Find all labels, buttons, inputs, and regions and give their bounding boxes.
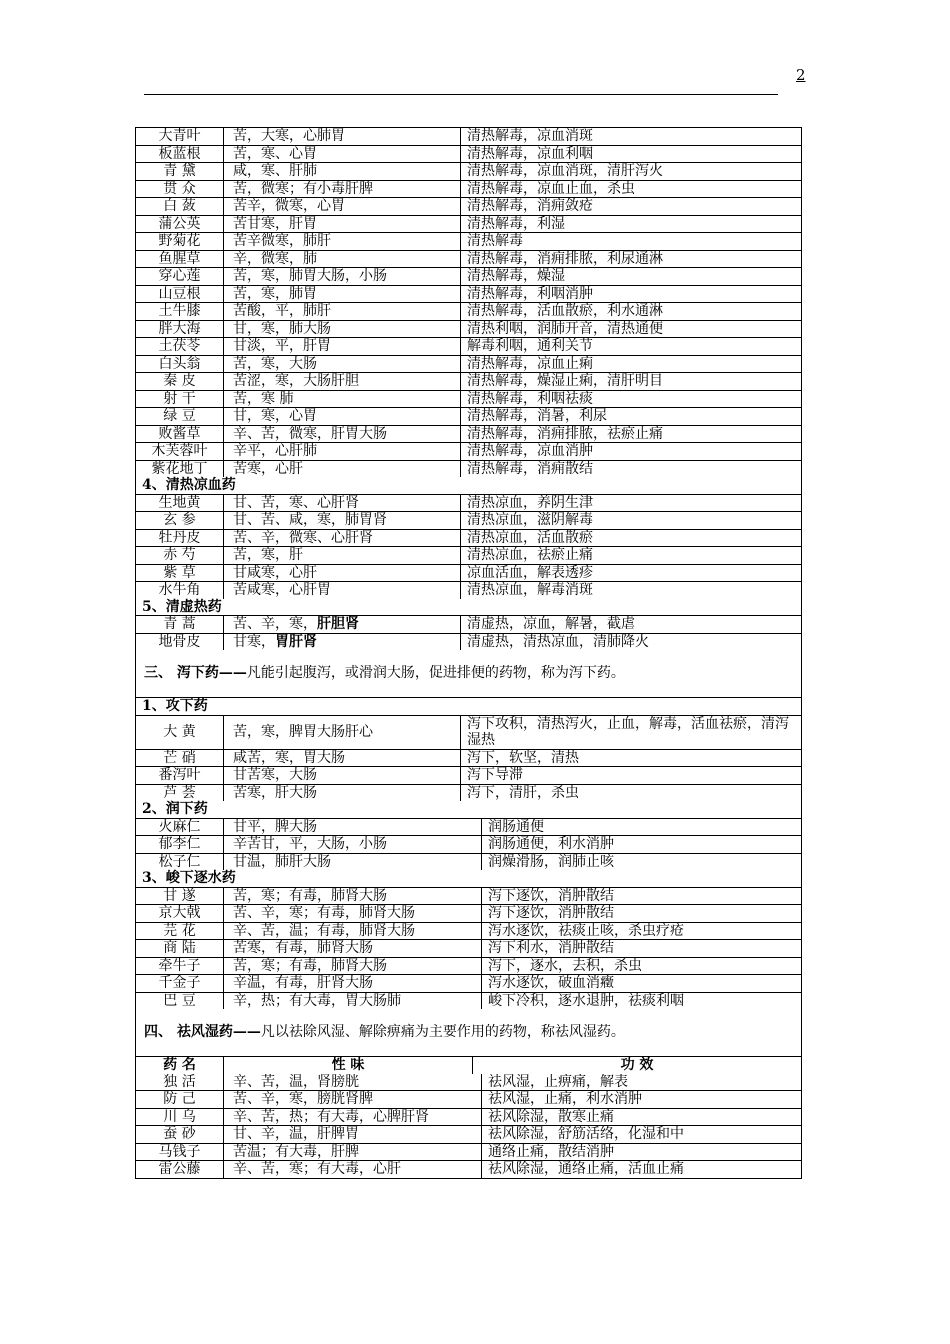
- herb-function: 清热解毒，消痈敛疮: [467, 198, 593, 214]
- herb-property: 甘，寒，肺大肠: [224, 321, 461, 338]
- herb-function: 泻下，软坚，清热: [467, 749, 579, 766]
- column-header-name: 药 名: [136, 1057, 224, 1074]
- herb-function: 祛风除湿，散寒止痛: [488, 1108, 614, 1125]
- table-row: [136, 634, 801, 651]
- section-4-text: 凡以祛除风湿、解除痹痛为主要作用的药物，称祛风湿药。: [260, 1024, 625, 1040]
- herb-property: 辛、苦，热；有大毒，心脾肝肾: [224, 1109, 482, 1126]
- table-row: [136, 443, 801, 461]
- herb-name: 水牛角: [136, 582, 224, 599]
- herb-name: 巴 豆: [136, 993, 224, 1010]
- herb-property: 甘咸寒，心肝: [224, 565, 461, 582]
- table-row: [136, 181, 801, 199]
- table-row: [136, 303, 801, 321]
- herb-name: 商 陆: [136, 940, 224, 957]
- herb-function: 清热解毒，利湿: [467, 215, 565, 232]
- herb-function: 清虚热，凉血，解暑，截虐: [467, 616, 635, 632]
- table-row: [136, 321, 801, 339]
- herb-property: 苦，寒，肝: [224, 547, 461, 564]
- herb-property: 苦、辛，微寒、心肝肾: [224, 530, 461, 547]
- herb-property: 苦辛微寒，肺肝: [224, 233, 461, 250]
- purgative-group: [136, 716, 801, 802]
- table-row: [136, 958, 801, 976]
- herb-name: 板蓝根: [136, 146, 224, 163]
- herb-name: 大 黄: [136, 716, 224, 749]
- table-row: [136, 426, 801, 444]
- herb-function: 泻下利水，消肿散结: [488, 940, 614, 956]
- table-row: [136, 1109, 801, 1127]
- herb-name: 白 蔹: [136, 198, 224, 215]
- table-row: [136, 1161, 801, 1178]
- herb-name: 大青叶: [136, 128, 224, 145]
- herb-function: 清热解毒，凉血利咽: [467, 145, 593, 162]
- heat-clearing-detox-group: [136, 128, 801, 477]
- herb-function: 泻下，清肝，杀虫: [467, 784, 579, 801]
- table-row: [136, 819, 801, 837]
- herb-property: 苦涩，寒，大肠肝胆: [224, 373, 461, 390]
- herb-name: 牡丹皮: [136, 530, 224, 547]
- herb-name: 青 蒿: [136, 616, 224, 633]
- herb-function: 峻下冷积，逐水退肿，祛痰利咽: [488, 992, 684, 1009]
- herb-function: 祛风湿，止痹痛，解表: [488, 1073, 628, 1090]
- herb-name: 芒 硝: [136, 750, 224, 767]
- table-row: [136, 565, 801, 583]
- table-row: [136, 146, 801, 164]
- section-heading-3-1: 1、攻下药: [136, 698, 801, 716]
- herb-property: 辛平，心肝肺: [224, 443, 461, 460]
- wind-damp-group: [136, 1074, 801, 1178]
- herb-name: 生地黄: [136, 495, 224, 512]
- herb-name: 千金子: [136, 975, 224, 992]
- herb-property: 苦、辛，寒，膀胱肾脾: [224, 1091, 482, 1108]
- herb-name: 松子仁: [136, 854, 224, 871]
- herb-function: 清热利咽，润肺开音，清热通便: [467, 320, 663, 337]
- lubricant-group: [136, 819, 801, 871]
- herb-property: 辛温，有毒，肝肾大肠: [224, 975, 482, 992]
- herb-property: 甘、苦、咸，寒，肺胃肾: [224, 512, 461, 529]
- herb-name: 鱼腥草: [136, 251, 224, 268]
- herb-property: 苦辛，微寒，心胃: [224, 198, 461, 215]
- section-heading-3-3: 3、峻下逐水药: [136, 870, 801, 888]
- herb-function: 泻水逐饮，破血消癥: [488, 975, 614, 991]
- section-3-title: 三、 泻下药——: [144, 665, 247, 681]
- herb-property: 甘平，脾大肠: [224, 819, 482, 836]
- herb-property: 甘苦寒，大肠: [224, 767, 461, 784]
- herb-function: 清热解毒，凉血止血，杀虫: [467, 180, 635, 197]
- table-row: [136, 923, 801, 941]
- herb-table: [135, 127, 802, 1179]
- table-row: [136, 993, 801, 1010]
- table-row: [136, 198, 801, 216]
- herb-function: 解毒利咽，通利关节: [467, 338, 593, 354]
- herb-property: 甘，寒，心胃: [224, 408, 461, 425]
- table-row: [136, 888, 801, 906]
- table-row: [136, 163, 801, 181]
- table-row: [136, 216, 801, 234]
- herb-property: 咸苦，寒，胃大肠: [224, 750, 461, 767]
- herb-function: 通络止痛，散结消肿: [488, 1143, 614, 1160]
- table-row: [136, 854, 801, 871]
- section-heading-4: 4、清热凉血药: [136, 477, 801, 495]
- herb-property: 苦，寒；有毒，肺肾大肠: [224, 958, 482, 975]
- herb-name: 贯 众: [136, 181, 224, 198]
- herb-name: 蒲公英: [136, 216, 224, 233]
- table-row: [136, 836, 801, 854]
- herb-function: 祛风湿，止痛，利水消肿: [488, 1091, 642, 1107]
- herb-name: 马钱子: [136, 1144, 224, 1161]
- herb-name: 紫花地丁: [136, 461, 224, 478]
- table-row: [136, 373, 801, 391]
- herb-name: 玄 参: [136, 512, 224, 529]
- herb-property: 苦，寒，大肠: [224, 356, 461, 373]
- herb-name: 野菊花: [136, 233, 224, 250]
- column-header-row: [136, 1057, 801, 1074]
- herb-function: 清热解毒，燥湿止痢，清肝明目: [467, 373, 663, 389]
- herb-name: 胖大海: [136, 321, 224, 338]
- herb-name: 土茯苓: [136, 338, 224, 355]
- herb-property: 辛，微寒，肺: [224, 251, 461, 268]
- herb-name: 穿心莲: [136, 268, 224, 285]
- herb-function: 清热解毒，凉血消肿: [467, 443, 593, 459]
- herb-property: 苦，微寒；有小毒肝脾: [224, 181, 461, 198]
- herb-name: 芦 荟: [136, 785, 224, 802]
- herb-name: 青 黛: [136, 163, 224, 180]
- herb-name: 败酱草: [136, 426, 224, 443]
- section-3-intro: [136, 650, 801, 698]
- table-row: [136, 530, 801, 548]
- herb-property: 苦寒，肝大肠: [224, 785, 461, 802]
- table-row: [136, 975, 801, 993]
- herb-function: 祛风除湿，通络止痛，活血止痛: [488, 1161, 684, 1177]
- table-row: [136, 356, 801, 374]
- column-header-property: 性 味: [224, 1057, 473, 1074]
- herb-function: 清热解毒，消痈排脓，祛瘀止痛: [467, 425, 663, 442]
- herb-name: 芫 花: [136, 923, 224, 940]
- herb-property: [224, 616, 461, 633]
- herb-property-text: 苦、辛，寒，: [233, 616, 317, 632]
- herb-function: 祛风除湿，舒筋活络，化湿和中: [488, 1126, 684, 1142]
- table-row: [136, 268, 801, 286]
- herb-function: 润燥滑肠，润肺止咳: [488, 853, 614, 870]
- herb-function: 清热凉血，滋阴解毒: [467, 512, 593, 528]
- herb-property: 辛、苦，温，肾膀胱: [224, 1074, 482, 1091]
- table-row: [136, 1144, 801, 1162]
- herb-function: 泻水逐饮，祛痰止咳，杀虫疗疮: [488, 922, 684, 939]
- table-row-dahuang: [136, 716, 801, 750]
- herb-property: 苦，寒 肺: [224, 391, 461, 408]
- table-row: [136, 905, 801, 923]
- herb-function: 清热解毒: [467, 233, 523, 249]
- table-row: [136, 750, 801, 768]
- table-row: [136, 785, 801, 802]
- herb-name: 地骨皮: [136, 634, 224, 651]
- herb-property: 苦，寒，肺胃大肠，小肠: [224, 268, 461, 285]
- herb-meridian-bold: 肝胆肾: [317, 616, 359, 632]
- herb-property: 甘温，肺肝大肠: [224, 854, 482, 871]
- column-header-function: 功 效: [620, 1057, 654, 1073]
- herb-function: 清热凉血，养阴生津: [467, 494, 593, 511]
- herb-name: 紫 草: [136, 565, 224, 582]
- herb-name: 川 乌: [136, 1109, 224, 1126]
- herb-name: 土牛膝: [136, 303, 224, 320]
- herb-name: 木芙蓉叶: [136, 443, 224, 460]
- herb-property: [224, 634, 461, 651]
- herb-property: 甘淡，平，肝胃: [224, 338, 461, 355]
- section-3-text: 凡能引起腹泻，或滑润大肠，促进排便的药物，称为泻下药。: [246, 665, 625, 681]
- herb-property: 苦、辛，寒；有毒，肺肾大肠: [224, 905, 482, 922]
- table-row: [136, 251, 801, 269]
- herb-name: 蚕 砂: [136, 1126, 224, 1143]
- herb-function: 凉血活血，解表透疹: [467, 564, 593, 581]
- herb-property: 苦，寒；有毒，肺肾大肠: [224, 888, 482, 905]
- header-rule: [144, 94, 778, 95]
- table-row: [136, 391, 801, 409]
- herb-name: 火麻仁: [136, 819, 224, 836]
- herb-property: 苦酸，平，肺肝: [224, 303, 461, 320]
- herb-name: 射 干: [136, 391, 224, 408]
- herb-name: 独 活: [136, 1074, 224, 1091]
- table-row: [136, 1091, 801, 1109]
- herb-function: 清热解毒，凉血消斑，清肝泻火: [467, 163, 663, 179]
- herb-function: 泻下逐饮，消肿散结: [488, 905, 614, 921]
- herb-name: 绿 豆: [136, 408, 224, 425]
- table-row: [136, 547, 801, 565]
- herb-name: 甘 遂: [136, 888, 224, 905]
- herb-property-text: 甘寒，: [233, 633, 275, 650]
- herb-function: 清热凉血，祛瘀止痛: [467, 547, 593, 563]
- herb-property: 辛，热；有大毒，胃大肠肺: [224, 993, 482, 1010]
- herb-name: 京大戟: [136, 905, 224, 922]
- table-row: [136, 1126, 801, 1144]
- herb-function: 清热解毒，活血散瘀，利水通淋: [467, 303, 663, 319]
- table-row: [136, 338, 801, 356]
- herb-property: 甘、苦，寒、心肝肾: [224, 495, 461, 512]
- herb-function: 泻下逐饮，消肿散结: [488, 887, 614, 904]
- herb-property: 辛、苦，微寒，肝胃大肠: [224, 426, 461, 443]
- herb-name: 赤 芍: [136, 547, 224, 564]
- herb-name: 雷公藤: [136, 1161, 224, 1178]
- herb-function: 清热解毒，消暑，利尿: [467, 408, 607, 424]
- cooling-blood-group: [136, 495, 801, 599]
- herb-property: 苦，寒、心胃: [224, 146, 461, 163]
- drastic-water-group: [136, 888, 801, 1010]
- herb-property: 辛、苦，温；有毒，肺肾大肠: [224, 923, 482, 940]
- herb-function: 清热凉血，解毒消斑: [467, 582, 593, 598]
- herb-function: 润肠通便: [488, 818, 544, 835]
- herb-name: 郁李仁: [136, 836, 224, 853]
- section-heading-3-2: 2、润下药: [136, 801, 801, 819]
- table-row: [136, 461, 801, 478]
- table-row: [136, 940, 801, 958]
- herb-function: 清热解毒，消痈散结: [467, 460, 593, 477]
- table-row: [136, 286, 801, 304]
- herb-property: 苦温；有大毒，肝脾: [224, 1144, 482, 1161]
- herb-property: 苦，寒，肺胃: [224, 286, 461, 303]
- herb-function: 润肠通便，利水消肿: [488, 836, 614, 852]
- herb-function: 泻下攻积，清热泻火，止血，解毒，活血祛瘀，清泻湿热: [467, 715, 789, 748]
- herb-name: 牵牛子: [136, 958, 224, 975]
- herb-meridian-bold: 胃肝肾: [275, 633, 317, 650]
- section-4-intro: [136, 1009, 801, 1057]
- section-4-title: 四、 祛风湿药——: [144, 1024, 261, 1040]
- herb-property: 苦，寒，脾胃大肠肝心: [224, 716, 461, 749]
- herb-property: 辛苦甘，平，大肠，小肠: [224, 836, 482, 853]
- herb-name: 山豆根: [136, 286, 224, 303]
- herb-property: 苦寒，有毒，肺肾大肠: [224, 940, 482, 957]
- table-row: [136, 233, 801, 251]
- table-row: [136, 128, 801, 146]
- herb-function: 泻下导滞: [467, 767, 523, 783]
- herb-function: 清热凉血，活血散瘀: [467, 529, 593, 546]
- herb-name: 防 己: [136, 1091, 224, 1108]
- page-number: 2: [796, 66, 806, 84]
- herb-function: 清热解毒，利咽祛痰: [467, 390, 593, 407]
- herb-function: 清热解毒，燥湿: [467, 268, 565, 284]
- table-row: [136, 767, 801, 785]
- table-row: [136, 582, 801, 599]
- herb-name: 秦 皮: [136, 373, 224, 390]
- herb-property: 苦寒，心肝: [224, 461, 461, 478]
- herb-name: 番泻叶: [136, 767, 224, 784]
- herb-function: 清热解毒，凉血止痢: [467, 355, 593, 372]
- table-row: [136, 512, 801, 530]
- herb-property: 苦甘寒，肝胃: [224, 216, 461, 233]
- herb-property: 苦咸寒，心肝胃: [224, 582, 461, 599]
- herb-property: 甘、辛，温，肝脾胃: [224, 1126, 482, 1143]
- table-row: [136, 616, 801, 634]
- herb-function: 清热解毒，利咽消肿: [467, 285, 593, 302]
- herb-property: 咸，寒、肝肺: [224, 163, 461, 180]
- table-row: [136, 408, 801, 426]
- deficiency-heat-group: [136, 616, 801, 650]
- herb-function: 清热解毒，消痈排脓，利尿通淋: [467, 250, 663, 267]
- herb-function: 清虚热，清热凉血，清肺降火: [467, 633, 649, 650]
- herb-name: 白头翁: [136, 356, 224, 373]
- herb-function: 清热解毒，凉血消斑: [467, 128, 593, 144]
- table-row: [136, 1074, 801, 1092]
- section-heading-5: 5、清虚热药: [136, 599, 801, 617]
- table-row: [136, 495, 801, 513]
- herb-function: 泻下，逐水，去积，杀虫: [488, 957, 642, 974]
- herb-property: 辛、苦，寒；有大毒，心肝: [224, 1161, 482, 1178]
- herb-property: 苦，大寒，心肺胃: [224, 128, 461, 145]
